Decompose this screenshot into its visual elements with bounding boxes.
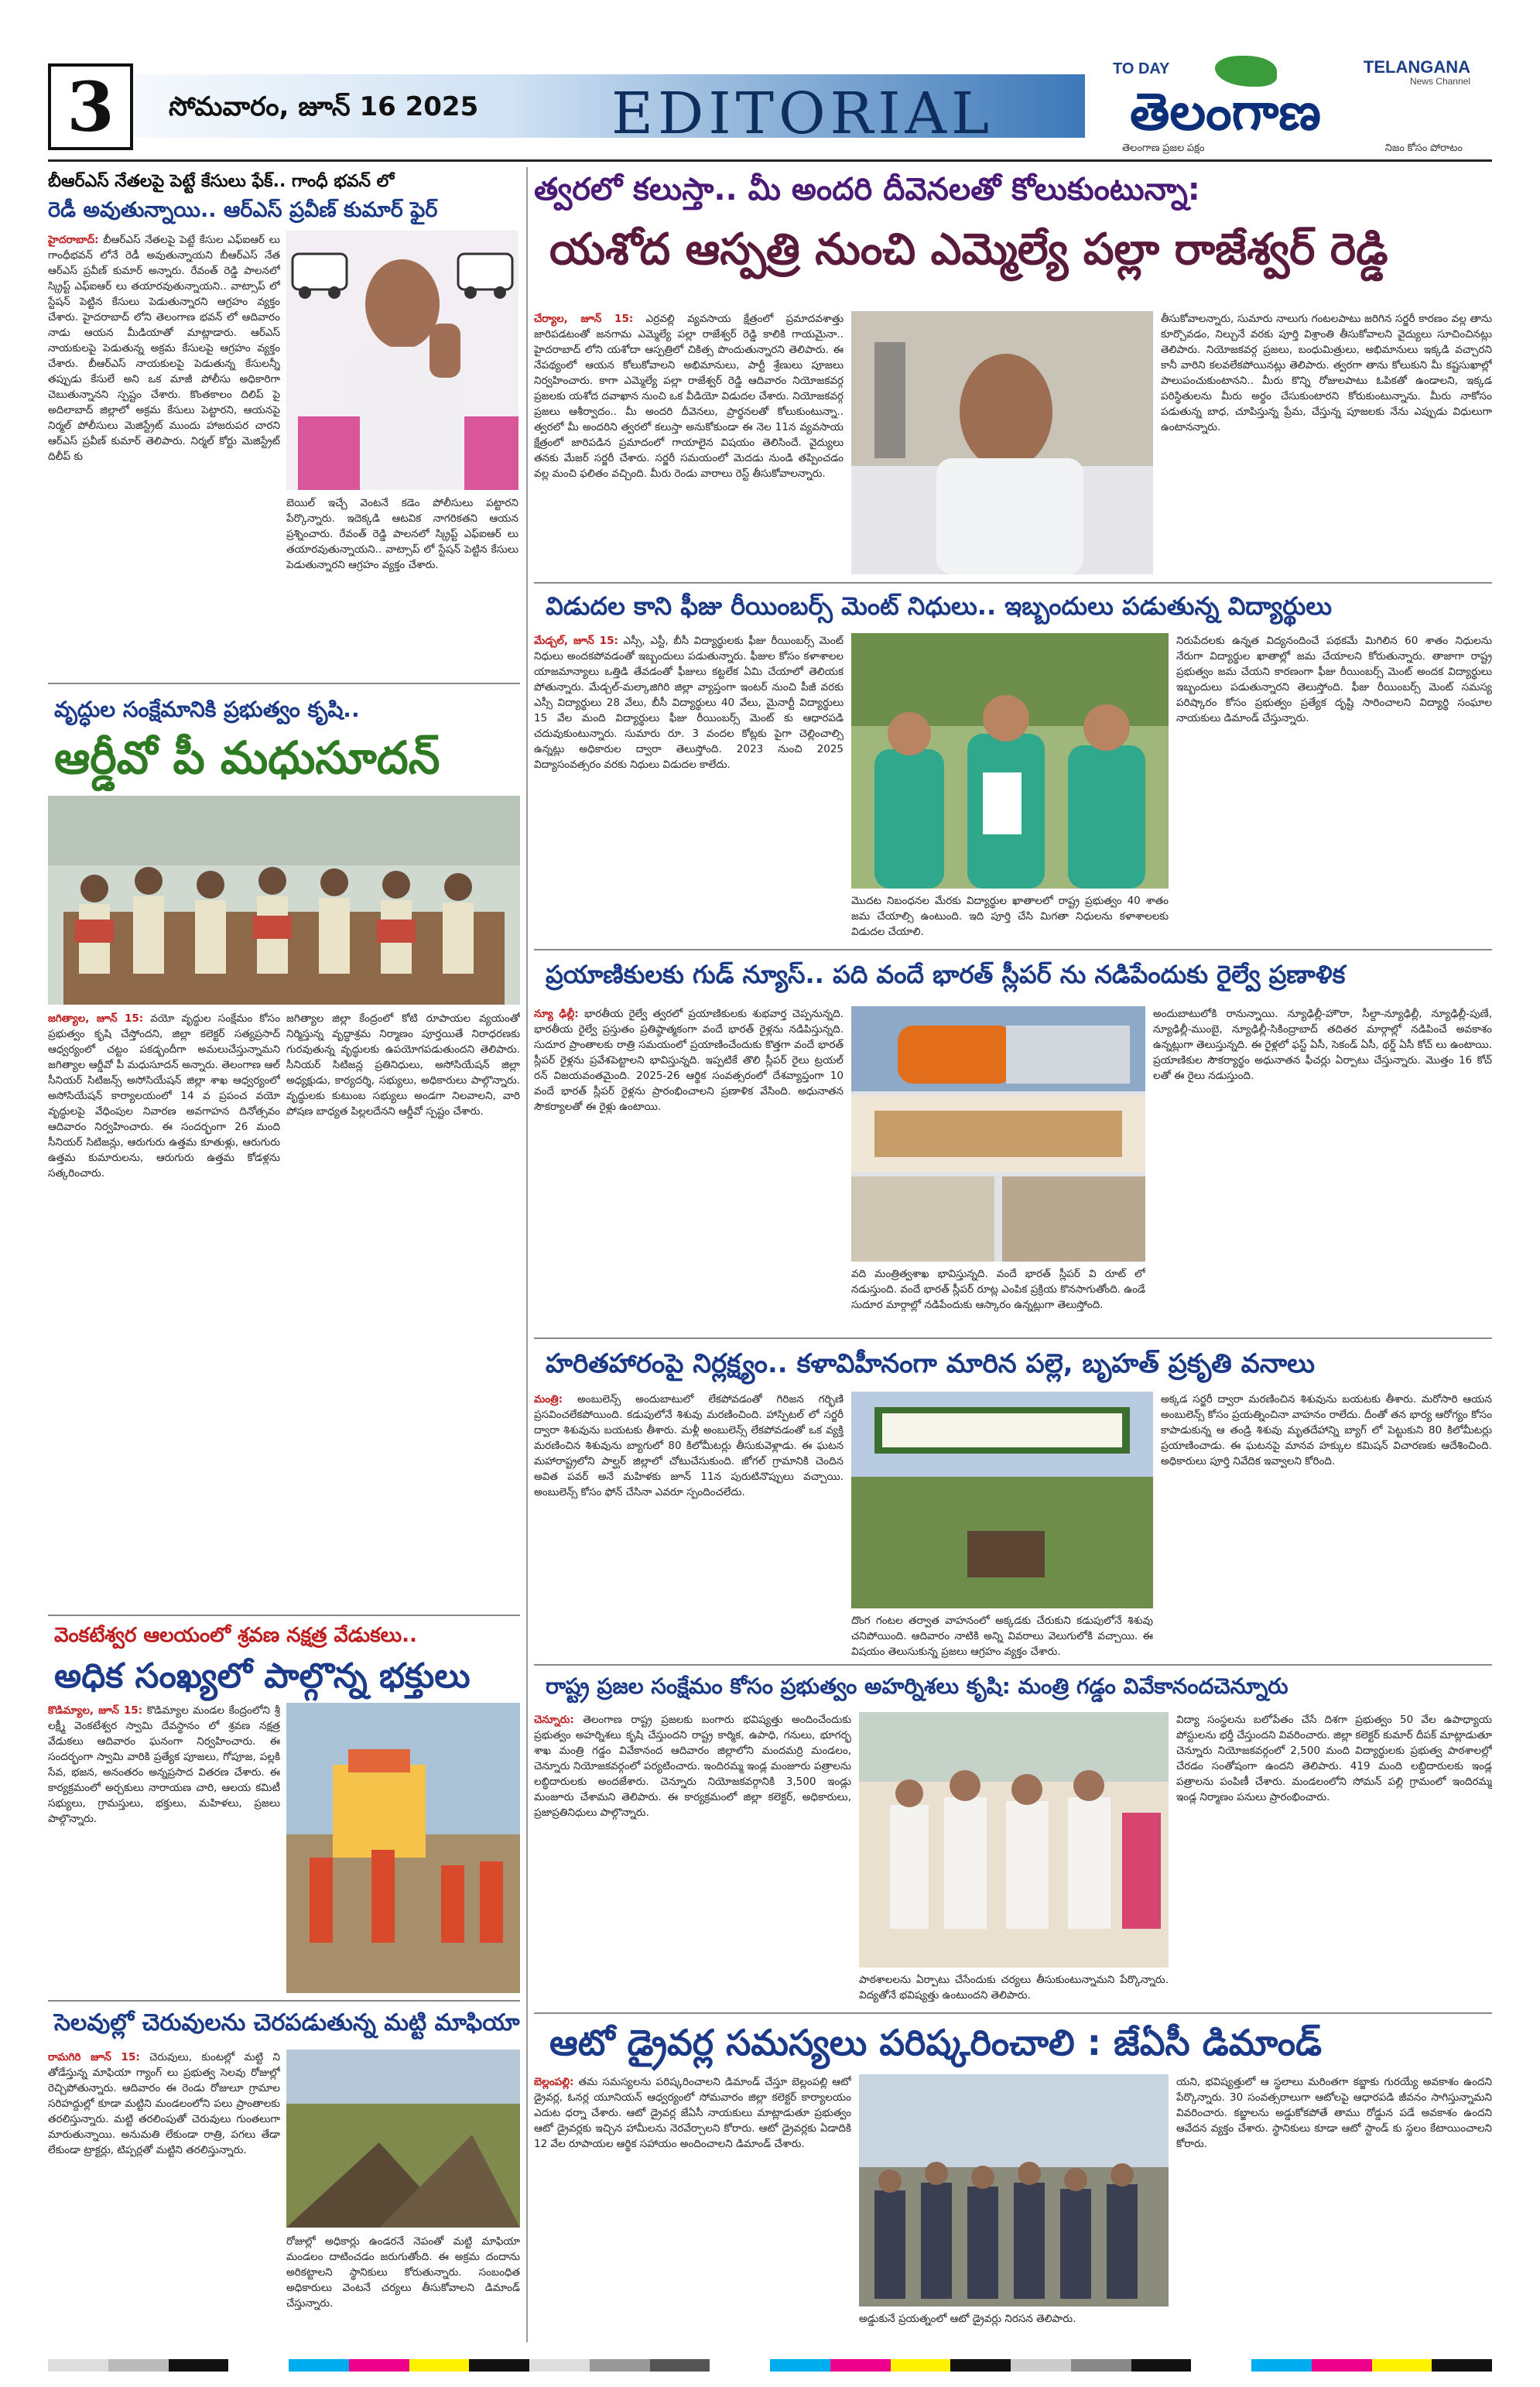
palla-kicker: త్వరలో కలుస్తా.. మీ అందరి దీవెనలతో కోలుకుంటున్నా: — [534, 172, 1200, 207]
issue-date: సోమవారం, జూన్ 16 2025 — [169, 91, 479, 122]
masthead-rule — [48, 159, 1492, 162]
gaddam-body-a: చెన్నూరు: తెలంగాణ రాష్ట్ర ప్రజలకు బంగారు భవిష్యత్తు అందించేందుకు ప్రభుత్వం అహర్నిశలు కృషి చేస్తుందని రాష్ట్ర కార్మిక, ఉపాధి, గనులు, భూగర్భ శాఖ మంత్రి గడ్డం వివేకానంద ఆదివారం జిల్లాలోని మందమర్రి మండలం, చెన్నూరు నియోజకవర్గంలో పర్యటించారు. ఇందిరమ్మ ఇండ్ల మంజూరు పత్రాలను లబ్ధిదారులకు అందజేశారు. చెన్నూరు నియోజకవర్గానికి 3,500 ఇండ్లు మంజూరు చేశామని తెలిపారు. ఈ కార్యక్రమంలో జిల్లా కలెక్టర్, అధికారులు, ప్రజాప్రతినిధులు పాల్గొన్నారు. — [534, 1714, 851, 1819]
print-registration-bar — [48, 2359, 1492, 2372]
temple-headline: అధిక సంఖ్యలో పాల్గొన్న భక్తులు — [54, 1656, 471, 1696]
railway-body-c: వది మంత్రిత్వశాఖ భావిస్తున్నది. వందే భారత్ స్లీపర్ వి రూట్ లో నడుస్తుంది. వందే భారత్ స్లీపర్ రూట్ల ఎంపిక ప్రక్రియ కొనసాగుతోంది. ఉండే సుదూర మార్గాల్లో నడిపేందుకు ఆస్కారం ఉన్నట్లుగా తెలుస్తోంది. — [851, 1268, 1145, 1311]
rule — [534, 2012, 1492, 2014]
palla-photo — [851, 311, 1153, 574]
haritha-body-b: అక్కడ సర్జరీ ద్వారా మరణించిన శిశువును బయటకు తీశారు. మరోసారి ఆయన అంబులెన్స్ కోసం ప్రయత్నించినా వాహనం రాలేదు. దీంతో తన భార్య ఆరోగ్యం కోసం కాపాడుకున్న ఆ తండ్రి శిశువు మృతదేహాన్ని బ్యాగ్ లో పెట్టుకుని 80 కిలోమీటర్లు ప్రయాణించాడు. ఈ ఘటనపై మానవ హక్కుల కమిషన్ విచారణకు ఆదేశించింది. అధికారులు పూర్తి నివేదిక ఇవ్వాలని కోరింది. — [1161, 1393, 1492, 1467]
cheruvu-body-a: రామగిరి జూన్ 15: చెరువులు, కుంటల్లో మట్టి ని తోడేస్తున్న మాఫియా గ్యాంగ్ లు ప్రభుత్వ సెలవు రోజుల్లో రెచ్చిపోతున్నారు. ఆదివారం ఈ రెండు రోజులూ గ్రామాల సరిహద్దుల్లో కూడా మట్టిని మండలంలోని పలు ప్రాంతాలకు తరలిస్తున్నారు. మట్టి తరలింపుతో చెరువులు గుంతలుగా మారుతున్నాయి. అనుమతి లేకుండా రాత్రి, పగలు తేడా లేకుండా ట్రాక్టర్లు, టిప్పర్లతో మట్టిని తరలిస్తున్నారు. — [48, 2051, 280, 2156]
rule — [48, 683, 520, 684]
gaddam-headline: రాష్ట్ర ప్రజల సంక్షేమం కోసం ప్రభుత్వం అహర్నిశలు కృషి: మంత్రి గడ్డం వివేకానందచెన్నూరు — [546, 1673, 1288, 1699]
fees-photo — [851, 633, 1169, 889]
palla-body-a: చేర్యాల, జూన్ 15: ఎర్రవల్లి వ్యవసాయ క్షేత్రంలో ప్రమాదవశాత్తు జారిపడటంతో జనగామ ఎమ్మెల్యే పల్లా రాజేశ్వర్ రెడ్డి కాలికి గాయమైనా.. హైదరాబాద్ లోని యశోదా ఆస్పత్రిలో చికిత్స పొందుతున్నారని తెలిపారు. ఈ నేపథ్యంలో ఆయన కోలుకోవాలని అభిమానులు, పార్టీ శ్రేణులు పూజలు నిర్వహించారు. కాగా ఎమ్మెల్యే పల్లా రాజేశ్వర్ రెడ్డి ఆదివారం నియోజకవర్గ ప్రజలకు యశోద దవాఖాన నుంచి ఒక వీడియో విడుదల చేశారు. నియోజకవర్గ ప్రజలు ఆశీర్వాదం.. మీ అందరి దీవెనలు, ప్రార్థనలతో కోలుకుంటున్నా.. త్వరలో మీ అందరిని త్వరలో కలుస్తా అనుకోకుండా ఈ నెల 11న వ్యవసాయ క్షేత్రంలో జారిపడిన ప్రమాదంలో గాయాలైన విషయం తెలిసిందే. వైద్యులు తనకు మేజర్ సర్జరీ చేశారు. సర్జరీ సమయంలో మెదడు నుండి తప్పించడం వల్ల మంచి ఫలితం వచ్చింది. మీరు రెండు వారాలు రెస్ట్ తీసుకోవాలన్నారు. — [534, 313, 844, 480]
auto-headline: ఆటో డ్రైవర్ల సమస్యలు పరిష్కరించాలి : జేఏసీ డిమాండ్ — [549, 2022, 1323, 2063]
rdo-photo — [48, 796, 520, 1005]
rdo-headline: ఆర్డీవో పీ మధుసూదన్ — [54, 731, 440, 784]
railway-body-b: అందుబాటులోకి రానున్నాయి. న్యూఢిల్లీ-హౌరా, సీల్దా-న్యూఢిల్లీ, న్యూఢిల్లీ-పుణే, న్యూఢిల్లీ-ముంబై, న్యూఢిల్లీ-సికింద్రాబాద్ తదితర మార్గాల్లో నడిపించే అవకాశం ఉన్నట్లుగా తెలుస్తున్నది. ఈ రైళ్లలో ఫస్ట్ ఏసీ, సెకండ్ ఏసీ, థర్డ్ ఏసీ కోచ్ లు ఉంటాయి. ప్రయాణికుల సౌకర్యార్థం అధునాతన ఫీచర్లు ఏర్పాటు చేస్తున్నారు. మొత్తం 16 కోచ్ లతో ఈ రైలు నడుస్తుంది. — [1153, 1008, 1492, 1082]
haritha-body-a: మంత్రి: అంబులెన్స్ అందుబాటులో లేకపోవడంతో గిరిజన గర్భిణి ప్రసవించలేకపోయింది. కడుపులోనే శిశువు మరణించింది. హాస్పిటల్ లో సర్జరీ ద్వారా శిశువును బయటకు తీశారు. మళ్లీ అంబులెన్స్ లేకపోవడంతో ఒక వ్యక్తి మరణించిన శిశువును బ్యాగులో 80 కిలోమీటర్లు తీసుకువెళ్లాడు. ఈ ఘటన మహారాష్ట్రలోని పాల్ఘర్ జిల్లాలో చోటుచేసుకుంది. జోగల్ గ్రామానికి చెందిన అవిత పవర్ అనే మహిళకు జూన్ 11న పురుటినొప్పులు వచ్చాయి. అంబులెన్స్ కోసం ఫోన్ చేసినా ఎవరూ స్పందించలేదు. — [534, 1393, 844, 1498]
brs-headline: రెడీ అవుతున్నాయి.. ఆర్ఎస్ ప్రవీణ్ కుమార్ ఫైర్ — [48, 198, 438, 222]
brs-body-a: హైదరాబాద్: బీఆర్ఎస్ నేతలపై పెట్టే కేసుల ఎఫ్ఐఆర్ లు గాంధీభవన్ లోనే రెడీ అవుతున్నాయని బీఆర్ఎస్ నేత ఆర్ఎస్ ప్రవీణ్ కుమార్ అన్నారు. రేవంత్ రెడ్డి పాలనలో స్క్రిప్ట్ ఎఫ్ఐఆర్ లు తయారవుతున్నాయని.. వాట్సాప్ లో స్టేషన్ పెట్టిన కేసులు పెడుతున్నారని ఆగ్రహం వ్యక్తం చేశారు. హైదరాబాద్ లోని తెలంగాణ భవన్ లో ఆదివారం నాడు ఆయన మీడియాతో మాట్లాడారు. ఆర్ఎస్ నాయకులపై పెడుతున్న అక్రమ కేసులపై ఆగ్రహం వ్యక్తం చేశారు. బీఆర్ఎస్ నాయకులపై పెడుతున్న కేసులన్నీ తప్పుడు కేసులే అని ఒక మాజీ పోలీసు అధికారిగా చెబుతున్నానని స్పష్టం చేశారు. కొంతకాలం దిలిప్ పై అదిలాబాద్ జిల్లాలో అక్రమ కేసులు పెట్టారని, ఆయనపై నిర్మల్ పోలీసులు మెజిస్ట్రేట్ ముందు హాజరుపర చారని ఆర్ఎస్ ప్రవీణ్ కుమార్ తెలిపారు. నిర్మల్ కోర్టు మెజిస్ట్రేట్ దిలీప్ కు — [48, 234, 280, 463]
rule — [48, 2000, 520, 2002]
railway-body-a: న్యూ ఢిల్లీ: భారతీయ రైల్వే త్వరలో ప్రయాణికులకు శుభవార్త చెప్పనున్నది. భారతీయ రైల్వే ప్రస్తుతం ప్రతిష్ఠాత్మకంగా వందే భారత్ రైళ్లను నడిపిస్తున్నది. సుదూర ప్రాంతాలకు రాత్రి సమయంలో ప్రయాణించేందుకు కొత్తగా వందే భారత్ స్లీపర్ రైళ్లను ప్రవేశపెట్టాలని భావిస్తున్నది. ఇప్పటికే తొలి స్లీపర్ రైలు ట్రయల్ రన్ విజయవంతమైంది. 2025-26 ఆర్థిక సంవత్సరంలో దేశవ్యాప్తంగా 10 వందే భారత్ స్లీపర్ రైళ్లను ప్రారంభించాలని ప్రణాళిక వేసింది. అధునాతన సౌకర్యాలతో ఈ రైళ్లు ఉంటాయి. — [534, 1008, 844, 1113]
rule — [48, 1615, 520, 1616]
auto-body-b: యని, భవిష్యత్తులో ఆ స్థలాలు మరింతగా కబ్జాకు గురయ్యే అవకాశం ఉందని పేర్కొన్నారు. 30 సంవత్సరాలుగా ఆటోలపై ఆధారపడి జీవనం సాగిస్తున్నామని వివరించారు. కబ్జాలను అడ్డుకోకపోతే తాము రోడ్డున పడే అవకాశం ఉందని ఆవేదన వ్యక్తం చేశారు. స్థానికులు కూడా ఆటో స్టాండ్ కు స్థలం కేటాయించాలని కోరారు. — [1176, 2076, 1492, 2150]
brs-kicker: బీఆర్ఎస్ నేతలపై పెట్టే కేసులు ఫేక్.. గాంధీ భవన్ లో — [48, 172, 395, 191]
gaddam-body-c: పాఠశాలలను ఏర్పాటు చేసేందుకు చర్యలు తీసుకుంటున్నామని పేర్కొన్నారు. విద్యతోనే భవిష్యత్తు ఉంటుందని తెలిపారు. — [859, 1974, 1169, 2002]
rdo-body-a: జగిత్యాల, జూన్ 15: వయో వృద్ధుల సంక్షేమం కోసం ప్రభుత్వం కృషి చేస్తోందని, జిల్లా కలెక్టర్ సత్యప్రసాద్ ఆధ్వర్యంలో చట్టం పకడ్బందీగా అమలుచేస్తున్నామని జగిత్యాల ఆర్డీవో పీ మధుసూదన్ అన్నారు. తెలంగాణ ఆల్ సీనియర్ సిటిజన్స్ అసోసియేషన్ జిల్లా శాఖ ఆధ్వర్యంలో అసోసియేషన్ కార్యాలయంలో 14 వ ప్రపంచ వయో వృద్ధులపై వేధింపుల నివారణ అవగాహన దినోత్సవం ఆదివారం నిర్వహించారు. ఈ సందర్భంగా 26 మంది సీనియర్ సిటిజన్లు, ఆరుగురు ఉత్తమ కూతుళ్లు, ఆరుగురు ఉత్తమ కుమారులను, ఆరుగురు ఉత్తమ కోడళ్లను సత్కరించారు. — [48, 1012, 280, 1180]
rule — [534, 949, 1492, 950]
section-title: EDITORIAL — [611, 80, 994, 147]
cheruvu-headline: సెలవుల్లో చెరువులను చెరపడుతున్న మట్టి మాఫియా — [54, 2009, 520, 2036]
auto-photo — [859, 2074, 1169, 2307]
rule — [534, 1337, 1492, 1339]
railway-headline: ప్రయాణికులకు గుడ్ న్యూస్.. పది వందే భారత్ స్లీపర్ ను నడిపేందుకు రైల్వే ప్రణాళిక — [546, 960, 1346, 989]
rule — [534, 582, 1492, 584]
cheruvu-photo — [286, 2050, 520, 2228]
haritha-photo — [851, 1392, 1153, 1608]
brs-photo — [286, 231, 518, 490]
gaddam-body-b: విద్యా సంస్థలను బలోపేతం చేసే దిశగా ప్రభుత్వం 50 వేల ఉపాధ్యాయ పోస్టులను భర్తీ చేస్తుందని వివరించారు. జిల్లా కలెక్టర్ కుమార్ దీపక్ మాట్లాడుతూ చెన్నూరు నియోజకవర్గంలో 2,500 మంది విద్యార్థులకు ప్రభుత్వ పాఠశాలల్లో చేరడం సంతోషంగా ఉందని తెలిపారు. 419 మంది లబ్ధిదారులకు ఇండ్ల పత్రాలను పంపిణీ చేశారు. మండలంలోని సోమన్ పల్లి గ్రామంలో ఇందిరమ్మ ఇండ్ల నిర్మాణం పనులు ప్రారంభించారు. — [1176, 1714, 1492, 1803]
fees-body-c: మొదట నిబంధనల మేరకు విద్యార్థుల ఖాతాలలో రాష్ట్ర ప్రభుత్వం 40 శాతం జమ చేయాల్సి ఉంటుంది. ఇది పూర్తి చేసి మిగతా నిధులను కళాశాలలకు విడుదల చేయాలి. — [851, 895, 1169, 938]
rdo-body-b: జగిత్యాల జిల్లా కేంద్రంలో కోటి రూపాయల వ్యయంతో నిర్మిస్తున్న వృద్ధాశ్రమ నిర్మాణం పూర్తయితే నిరాధరణకు గురవుతున్న వృద్ధులకు ఉపయోగపడుతుందని తెలిపారు. సీనియర్ సిటిజన్ల ప్రతినిధులు, అసోసియేషన్ జిల్లా అధ్యక్షుడు, కార్యదర్శి, సభ్యులు, అధికారులు పాల్గొన్నారు. వృద్ధులకు కుటుంబ సభ్యులు అండగా నిలవాలని, వారి పోషణ బాధ్యత పిల్లలదేనని ఆర్డీవో స్పష్టం చేశారు. — [286, 1012, 520, 1118]
temple-kicker: వెంకటేశ్వర ఆలయంలో శ్రవణ నక్షత్ర వేడుకలు.. — [54, 1624, 417, 1647]
fees-headline: విడుదల కాని ఫీజు రీయింబర్స్ మెంట్ నిధులు.. ఇబ్బందులు పడుతున్న విద్యార్థులు — [546, 591, 1333, 621]
fees-body-b: నిరుపేదలకు ఉన్నత విద్యనందించే పథకమే మిగిలిన 60 శాతం నిధులను నేరుగా విద్యార్థుల ఖాతాల్లో జమ చేయాలని కోరుతున్నారు. తాజాగా రాష్ట్ర ప్రభుత్వం జమ చేయని కారణంగా ఫీజు రీయింబర్స్ మెంట్ అందక విద్యార్థులు ఇబ్బందులు పడుతున్నారని తెలుస్తోంది. ఫీజు రీయింబర్స్ మెంట్ సమస్య పరిష్కారం కోసం ప్రభుత్వం ప్రత్యేక దృష్టి సారించాలని విద్యార్థి సంఘాల నాయకులు డిమాండ్ చేస్తున్నారు. — [1176, 635, 1492, 724]
temple-photo — [286, 1703, 520, 1993]
brs-body-b: బెయిల్ ఇచ్చే వెంటనే కడెం పోలీసులు పట్టారని పేర్కొన్నారు. ఇదెక్కడి ఆటవిక నాగరికతని ఆయన ప్రశ్నించారు. రేవంత్ రెడ్డి పాలనలో స్క్రిప్ట్ ఎఫ్ఐఆర్ లు తయారవుతున్నాయని.. వాట్సాప్ లో స్టేషన్ పెట్టిన కేసులు పెడుతున్నారని ఆగ్రహం వ్యక్తం చేశారు. — [286, 497, 518, 571]
haritha-body-c: దొంగ గంటల తర్వాత వాహనంలో అక్కడకు చేరుకుని కడుపులోనే శిశువు చనిపోయింది. ఆదివారం నాటికి అన్ని వివరాలు వెలుగులోకి వచ్చాయి. ఈ విషయం తెలుసుకున్న ప్రజలు ఆగ్రహం వ్యక్తం చేశారు. — [851, 1615, 1153, 1658]
page-number: 3 — [48, 63, 133, 150]
palla-body-b: తీసుకోవాలన్నారు, సుమారు నాలుగు గంటలపాటు జరిగిన సర్జరీ కారణం వల్ల తాను కూర్చొవడం, నిల్చునే వరకు పూర్తి విశ్రాంతి తీసుకోవాలని వైద్యులు సూచించినట్లు తెలిపారు. నియోజకవర్గ ప్రజలు, బంధుమిత్రులు, అభిమానులు ఇక్కడి వచ్చారని కానీ వారిని కలవలేకపోయినట్లు తెలిపారు. త్వరగా తాను కోలుకుని మీ కష్టసుఖాల్లో పాలుపంచుకుంటానని.. మీరు కొన్ని రోజులపాటు ఓపికతో ఉండాలని, ఇక్కడ పరిస్థితులను మీరు అర్థం చేసుకుంటారని కోరుకుంటున్నాను. మీరు నాకోసం పడుతున్న బాధ, చూపిస్తున్న ప్రేమ, చేస్తున్న పూజలకు నేను ఎప్పుడు విధులుగా ఉంటానన్నారు. — [1161, 313, 1492, 433]
cheruvu-body-b: రోజుల్లో అధికార్లు ఉండరనే నెపంతో మట్టి మాఫియా మండలం దాటించడం జరుగుతోంది. ఈ అక్రమ దందాను అరికట్టాలని స్థానికులు కోరుతున్నారు. సంబంధిత అధికారులు వెంటనే చర్యలు తీసుకోవాలని డిమాండ్ చేస్తున్నారు. — [286, 2235, 520, 2310]
temple-body: కొడిమ్యాల, జూన్ 15: కొడిమ్యాల మండల కేంద్రంలోని శ్రీ లక్ష్మీ వెంకటేశ్వర స్వామి దేవస్థానం లో శ్రవణ నక్షత్ర వేడుకలు ఆదివారం ఘనంగా నిర్వహించారు. ఈ సందర్భంగా స్వామి వారికి ప్రత్యేక పూజలు, గోపూజ, పల్లకి సేవ, భజన, అనంతరం అన్నప్రసాద వితరణ చేశారు. ఈ కార్యక్రమంలో అర్చకులు నారాయణ చారి, ఆలయ కమిటీ సభ్యులు, గ్రామస్తులు, భక్తులు, మహిళలు, ప్రజలు పాల్గొన్నారు. — [48, 1704, 280, 1825]
fees-body-a: మేడ్చల్, జూన్ 15: ఎస్సీ, ఎస్టీ, బీసీ విద్యార్థులకు ఫీజు రీయింబర్స్ మెంట్ నిధులు అందకపోవడంతో ఇబ్బందులు పడుతున్నారు. ఫీజుల కోసం కళాశాలల యాజమాన్యాలు ఒత్తిడి తేవడంతో ఫీజులు కట్టలేక ఏమి చేయాలో తెలియక పోతున్నారు. మేడ్చల్-మల్కాజిగిరి జిల్లా వ్యాప్తంగా ఇంటర్ నుంచి పీజీ వరకు ఎస్సీ విద్యార్థులు 28 వేలు, బీసీ విద్యార్థులు 40 వేలు, మైనార్టీ విద్యార్థులు 15 వేల మంది విద్యార్థులు ఫీజు రీయింబర్స్ మెంట్ కు ఆధారపడి చదువుకుంటున్నారు. సుమారు రూ. 3 వందల కోట్లకు పైగా చెల్లించాల్సి ఉన్నట్లు అధికారుల ద్వారా తెలుస్తోంది. 2023 నుంచి 2025 విద్యాసంవత్సరం వరకు నిధులు విడుదల కాలేదు. — [534, 635, 844, 771]
gaddam-photo — [859, 1712, 1169, 1967]
column-divider — [526, 167, 528, 2342]
rdo-kicker: వృద్ధుల సంక్షేమానికి ప్రభుత్వం కృషి.. — [54, 697, 360, 722]
palla-headline: యశోద ఆస్పత్రి నుంచి ఎమ్మెల్యే పల్లా రాజేశ్వర్ రెడ్డి — [549, 224, 1388, 275]
auto-body-c: అడ్డుకునే ప్రయత్నంలో ఆటో డ్రైవర్లు నిరసన తెలిపారు. — [859, 2313, 1076, 2325]
haritha-headline: హరితహారంపై నిర్లక్ష్యం.. కళావిహీనంగా మారిన పల్లె, బృహత్ ప్రకృతి వనాలు — [546, 1348, 1315, 1379]
auto-body-a: బెల్లంపల్లి: తమ సమస్యలను పరిష్కరించాలని డిమాండ్ చేస్తూ బెల్లంపల్లి ఆటో డ్రైవర్ల, ఓనర్ల యూనియన్ ఆధ్వర్యంలో సోమవారం జిల్లా కలెక్టర్ కార్యాలయం ఎదుట ధర్నా చేశారు. ఆటో డ్రైవర్ల జేఏసీ నాయకులు మాట్లాడుతూ ప్రభుత్వం ఆటో డ్రైవర్లకు ఇచ్చిన హామీలను నెరవేర్చాలని కోరారు. ఆటో డ్రైవర్లకు ఏడాదికి 12 వేల రూపాయల ఆర్థిక సహాయం అందించాలని డిమాండ్ చేశారు. — [534, 2076, 851, 2150]
rule — [534, 1664, 1492, 1666]
newspaper-logo: TO DAY TELANGANA News Channel తెలంగాణ తెలంగాణ ప్రజల పక్షం నిజం కోసం పోరాటం — [1113, 57, 1470, 153]
railway-photo — [851, 1006, 1145, 1262]
